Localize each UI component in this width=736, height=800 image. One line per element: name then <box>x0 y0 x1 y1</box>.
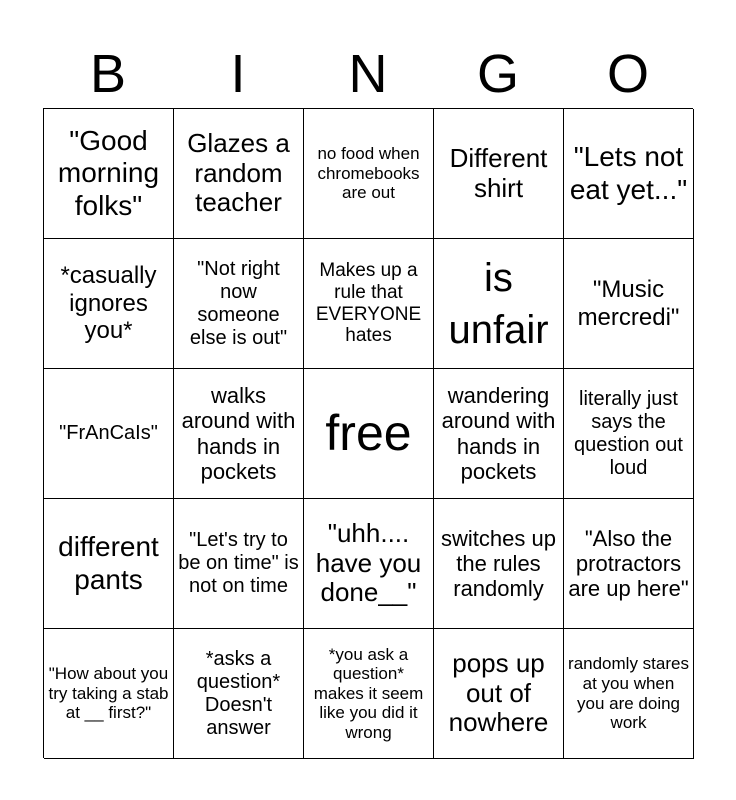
bingo-cell[interactable]: "Lets not eat yet..." <box>564 109 694 239</box>
bingo-cell[interactable]: "FrAnCaIs" <box>44 369 174 499</box>
bingo-cell[interactable]: *asks a question* Doesn't answer <box>174 629 304 759</box>
bingo-cell[interactable]: "How about you try taking a stab at __ first?" <box>44 629 174 759</box>
header-letter-i: I <box>230 44 246 104</box>
bingo-cell[interactable]: switches up the rules randomly <box>434 499 564 629</box>
bingo-cell[interactable]: literally just says the question out loud <box>564 369 694 499</box>
bingo-cell[interactable]: randomly stares at you when you are doing work <box>564 629 694 759</box>
bingo-cell[interactable]: walks around with hands in pockets <box>174 369 304 499</box>
bingo-cell[interactable]: Glazes a random teacher <box>174 109 304 239</box>
bingo-cell[interactable]: no food when chromebooks are out <box>304 109 434 239</box>
bingo-cell[interactable]: Different shirt <box>434 109 564 239</box>
header-letter-g: G <box>476 44 519 104</box>
bingo-cell[interactable]: "Not right now someone else is out" <box>174 239 304 369</box>
bingo-cell[interactable]: "Music mercredi" <box>564 239 694 369</box>
bingo-cell[interactable]: is unfair <box>434 239 564 369</box>
bingo-cell[interactable]: "Also the protractors are up here" <box>564 499 694 629</box>
bingo-header <box>43 40 693 108</box>
bingo-cell[interactable]: different pants <box>44 499 174 629</box>
header-letter-n: N <box>348 44 388 104</box>
free-space-cell[interactable]: free <box>304 369 434 499</box>
header-letter-b: B <box>89 44 127 104</box>
bingo-cell[interactable]: *you ask a question* makes it seem like you did it wrong <box>304 629 434 759</box>
bingo-grid <box>43 108 693 758</box>
bingo-cell[interactable]: Makes up a rule that EVERYONE hates <box>304 239 434 369</box>
bingo-cell[interactable]: "Good morning folks" <box>44 109 174 239</box>
bingo-cell[interactable]: pops up out of nowhere <box>434 629 564 759</box>
bingo-cell[interactable]: wandering around with hands in pockets <box>434 369 564 499</box>
bingo-cell[interactable]: *casually ignores you* <box>44 239 174 369</box>
bingo-cell[interactable]: "uhh.... have you done__" <box>304 499 434 629</box>
header-letter-o: O <box>606 44 649 104</box>
bingo-cell[interactable]: "Let's try to be on time" is not on time <box>174 499 304 629</box>
